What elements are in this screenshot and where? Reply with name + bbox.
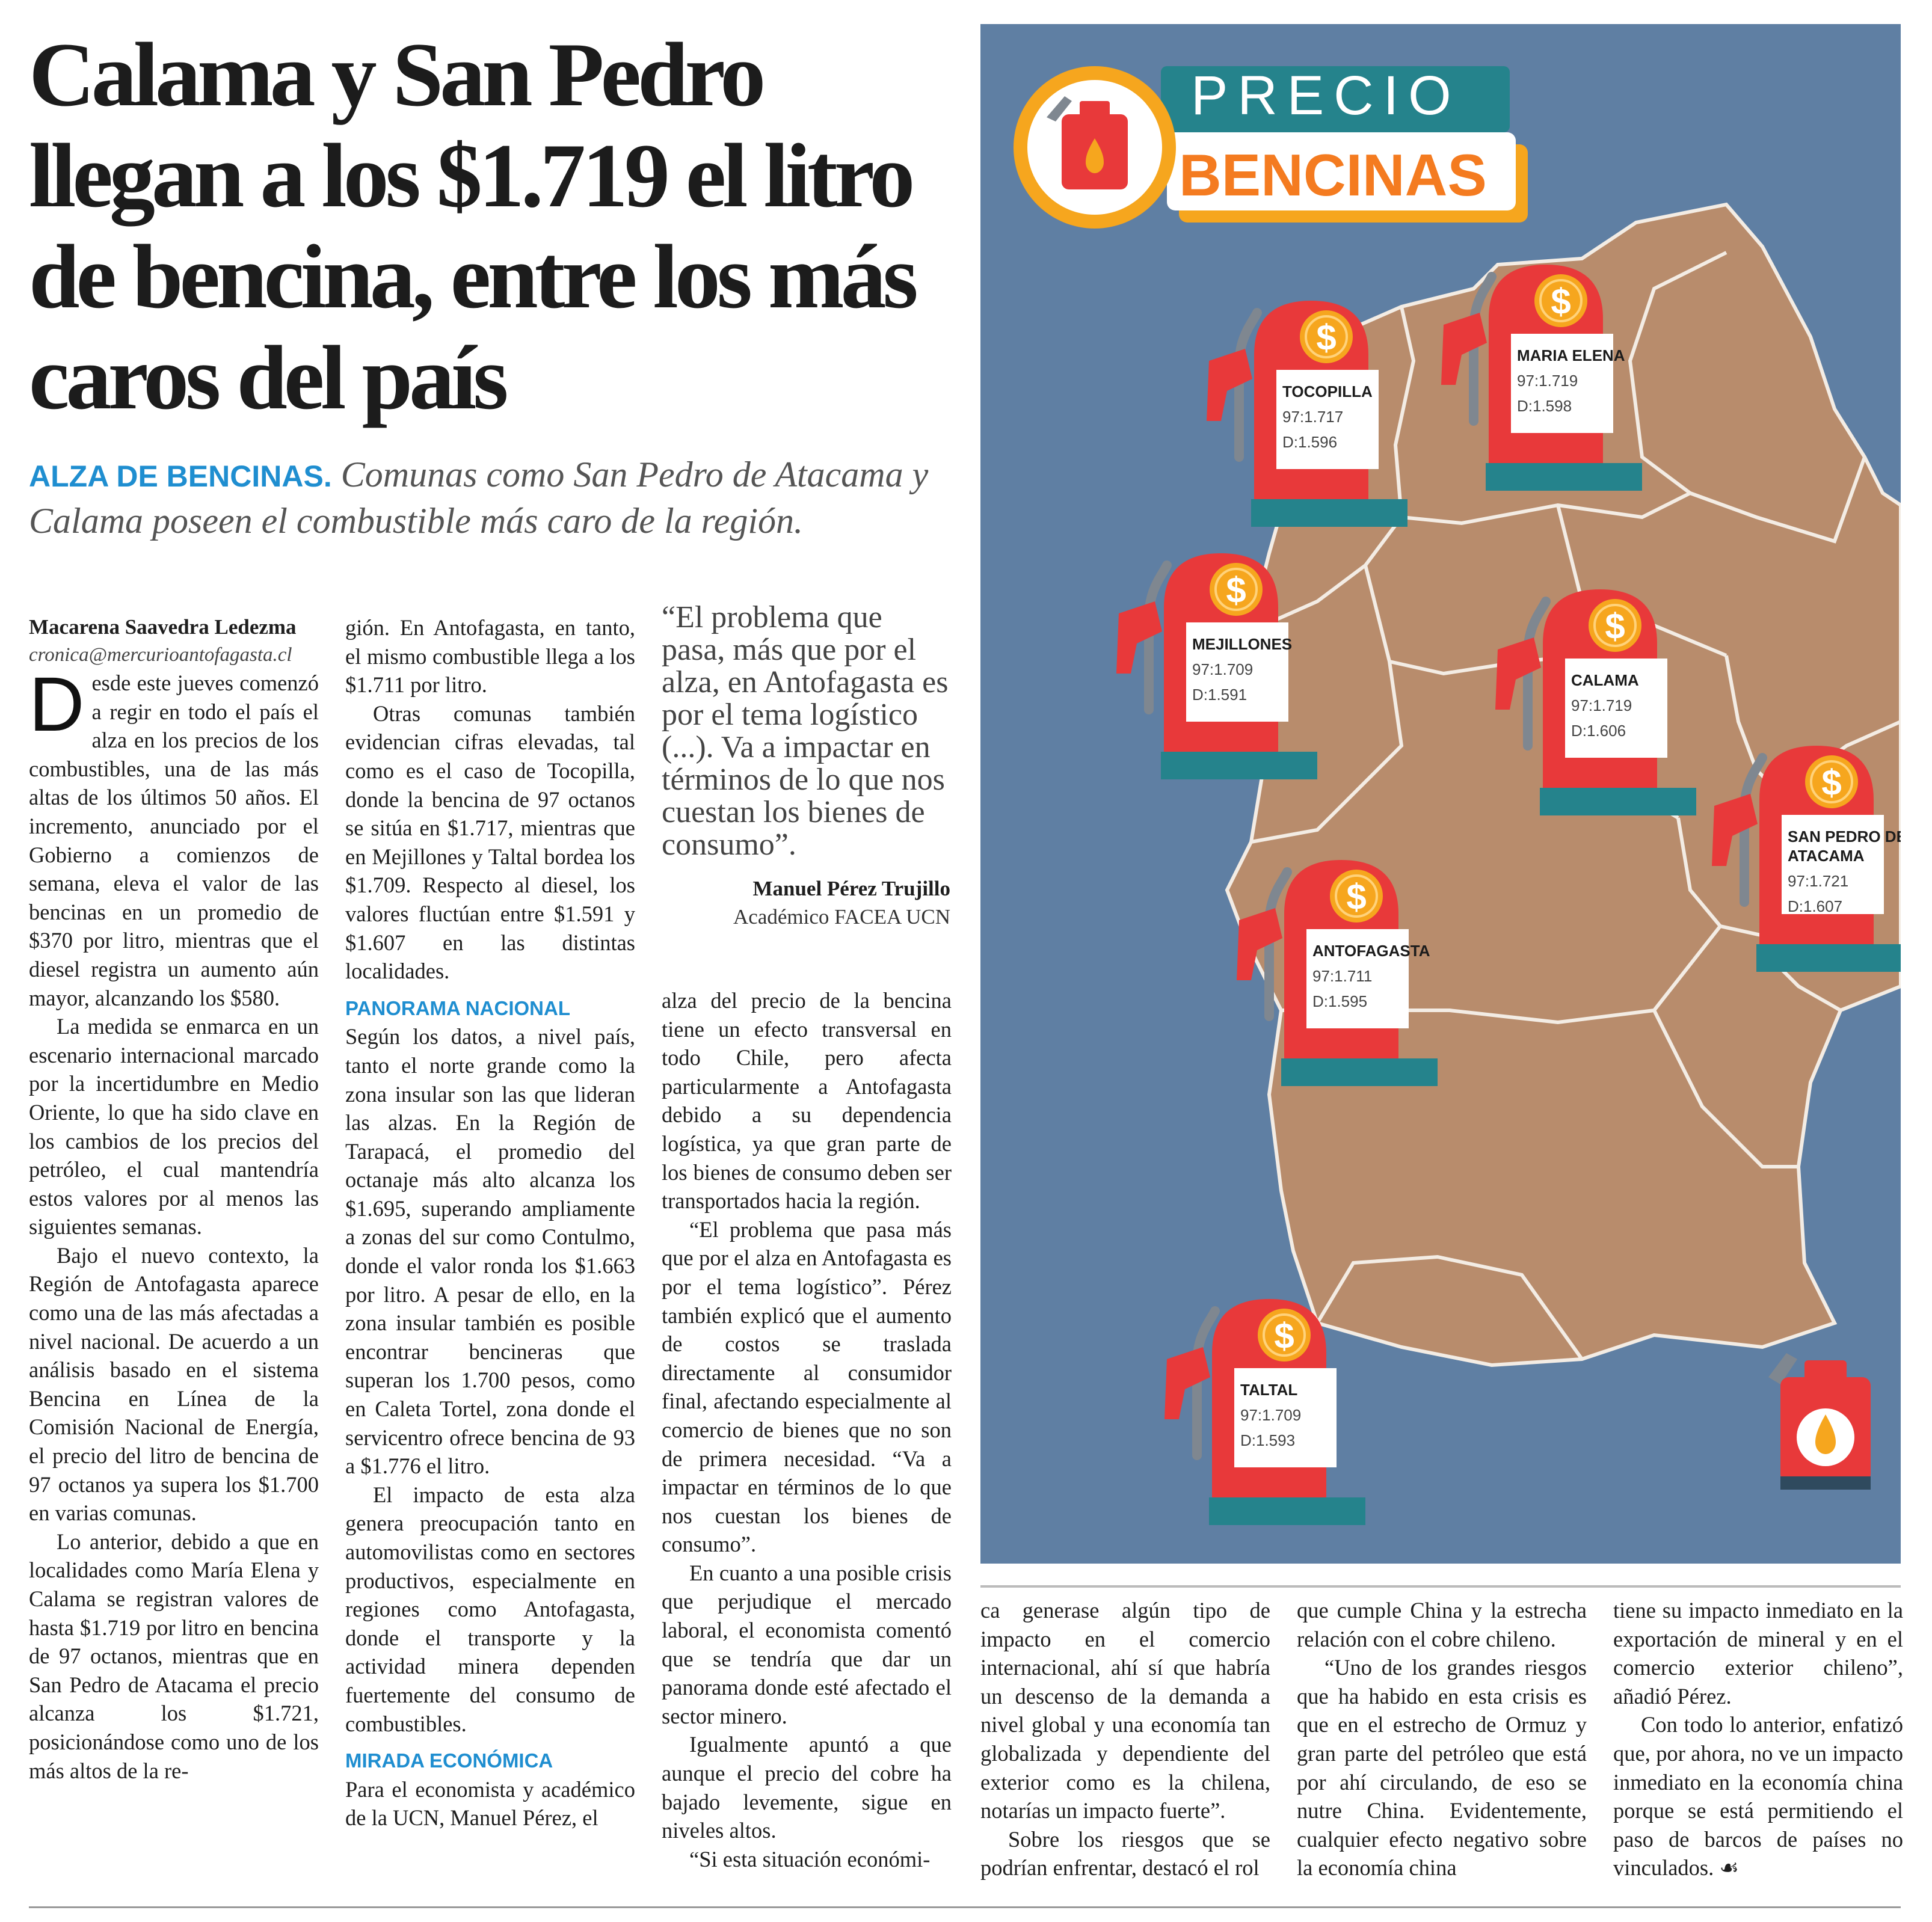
dollar-icon: $	[1226, 570, 1246, 610]
dropcap: D	[29, 662, 85, 748]
paragraph: La medida se enmarca en un escenario internacional marcado por la incertidumbre en Medio Oriente, lo que ha sido clave en los cambios de los precios del petróleo, el cual mantendría estos valores por al menos las siguientes semanas.	[29, 1014, 319, 1239]
column-3	[662, 986, 952, 1873]
pump-name: CALAMA	[1571, 671, 1639, 689]
divider-rule	[980, 1585, 1901, 1588]
pump-base	[1756, 944, 1901, 972]
subhead-panorama: PANORAMA NACIONAL	[345, 996, 570, 1019]
paragraph: El impacto de esta alza genera preocupación tanto en automovilistas como en sectores productivos, especialmente en regiones como Antofagasta, donde el transporte y la actividad minera dependen fuertemente del consumo de combustibles.	[345, 1482, 635, 1736]
pump-name-line2: ATACAMA	[1788, 847, 1865, 865]
paragraph: que cumple China y la estrecha relación con el cobre chileno.	[1297, 1598, 1587, 1651]
price-97: 97:1.721	[1788, 872, 1849, 890]
pump-base	[1209, 1497, 1365, 1525]
dollar-icon: $	[1551, 281, 1571, 322]
paragraph: tiene su impacto inmediato en la exportación de mineral y en el comercio exterior chileno”, añadió Pérez.	[1613, 1598, 1903, 1709]
pull-quote-role: Académico FACEA UCN	[733, 905, 950, 929]
price-diesel: D:1.593	[1240, 1431, 1296, 1449]
column-2	[345, 613, 635, 1832]
byline-email[interactable]: cronica@mercurioantofagasta.cl	[29, 644, 292, 666]
pump-base	[1161, 752, 1317, 779]
pump-name: MEJILLONES	[1192, 635, 1293, 653]
column-1	[29, 613, 319, 1785]
dollar-icon: $	[1821, 763, 1842, 803]
price-97: 97:1.719	[1517, 372, 1578, 390]
dollar-icon: $	[1316, 318, 1337, 358]
paragraph: Otras comunas también evidencian cifras elevadas, tal como es el caso de Tocopilla, donde la bencina de 97 octanos se sitúa en $1.717, mientras que en Mejillones y Taltal bordea los $1.709. Respecto al diesel, los valores fluctúan entre $1.591 y $1.607 en las distintas localidades.	[345, 701, 635, 984]
map-svg	[980, 24, 1901, 1564]
paragraph: “Uno de los grandes riesgos que ha habido en esta crisis es que en el estrecho de Ormuz y gran parte del petróleo que está por ahí circulando, de eso se nutre China. Evidentemente, cualquier efecto negativo sobre la economía china	[1297, 1655, 1587, 1881]
pump-name: ANTOFAGASTA	[1312, 942, 1430, 960]
footer-rule	[29, 1906, 1901, 1908]
lead	[29, 452, 955, 543]
paragraph-text: Con todo lo anterior, enfatizó que, por ahora, no ve un impacto inmediato en la economía china porque se está permitiendo el paso de barcos de países no vinculados.	[1613, 1712, 1903, 1881]
paragraph: Sobre los riesgos que se podrían enfrentar, destacó el rol	[980, 1826, 1270, 1881]
paragraph: En cuanto a una posible crisis que perjudique el mercado laboral, el economista comentó que se tendría que dar un panorama donde esté afectado el sector minero.	[662, 1560, 952, 1728]
paragraph: “Si esta situación económi-	[689, 1846, 931, 1871]
column-4	[980, 1596, 1270, 1882]
title-banner	[1014, 65, 1528, 229]
headline: Calama y San Pedro llegan a los $1.719 el litro de bencina, entre los más caros del país	[29, 24, 915, 428]
pump-name: SAN PEDRO DE	[1788, 827, 1901, 846]
paragraph: “El problema que pasa más que por el alza en Antofagasta es por el tema logístico”. Pérez también explicó que el aumento de costos se traslada directamente al consumidor final, afectando especialmente al comercio de bienes que no son de primera necesidad. “Va a impactar en términos de lo que nos cuestan los bienes de consumo”.	[662, 1217, 952, 1557]
pump-name: TALTAL	[1240, 1381, 1298, 1399]
price-diesel: D:1.607	[1788, 897, 1843, 915]
lead-kicker: ALZA DE BENCINAS.	[29, 459, 332, 493]
paragraph-text: esde este jueves comenzó a regir en todo el país el alza en los precios de los combustibles, una de las más altas de los últimos 50 años. El incremento, anunciado por el Gobierno a comienzos de semana, eleva el valor de las bencinas en un promedio de $370 por litro, mientras que el diesel registra un aumento aún mayor, alcanzando los $580.	[29, 671, 319, 1010]
pump-base	[1281, 1058, 1438, 1086]
price-diesel: D:1.595	[1312, 992, 1368, 1010]
lead-deck: Comunas como San Pedro de Atacama y Calama poseen el combustible más caro de la región.	[29, 455, 929, 541]
pump-name: MARIA ELENA	[1517, 346, 1625, 364]
column-5	[1297, 1596, 1587, 1882]
paragraph: Para el economista y académico de la UCN, Manuel Pérez, el	[345, 1776, 635, 1831]
pull-quote: “El problema que pasa, más que por el alza, en Antofagasta es por el tema logístico (...). Va a impactar en términos de lo que nos cuestan los bienes de consumo”.	[662, 600, 949, 862]
paragraph	[1613, 1710, 1903, 1882]
pump-name: TOCOPILLA	[1282, 382, 1373, 401]
price-97: 97:1.717	[1282, 408, 1344, 426]
price-diesel: D:1.606	[1571, 722, 1626, 740]
price-97: 97:1.709	[1240, 1406, 1302, 1424]
pump-base	[1486, 463, 1642, 491]
paragraph: Igualmente apuntó a que aunque el precio del cobre ha bajado levemente, sigue en niveles altos.	[662, 1732, 952, 1843]
price-diesel: D:1.598	[1517, 397, 1572, 415]
column-6	[1613, 1596, 1903, 1882]
price-diesel: D:1.596	[1282, 433, 1338, 451]
title-bottom: BENCINAS	[1179, 142, 1487, 208]
paragraph: gión. En Antofagasta, en tanto, el mismo combustible llega a los $1.711 por litro.	[345, 615, 635, 698]
paragraph	[29, 662, 319, 1012]
price-97: 97:1.709	[1192, 660, 1254, 678]
paragraph: Bajo el nuevo contexto, la Región de Antofagasta aparece como una de las más afectadas a nivel nacional. De acuerdo a un análisis basado en el sistema Bencina en Línea de la Comisión Nacional de Energía, el precio del litro de bencina de 97 octanos ya supera los $1.700 en varias comunas.	[29, 1242, 319, 1526]
pump-base	[1251, 499, 1407, 527]
paragraph: alza del precio de la bencina tiene un efecto transversal en todo Chile, pero afecta particularmente a Antofagasta debido a su dependencia logística, ya que gran parte de los bienes de consumo deben ser transportados hacia la región.	[662, 988, 952, 1214]
title-top: PRECIO	[1191, 65, 1461, 126]
end-mark: ☙	[1719, 1855, 1740, 1881]
pump-base	[1540, 788, 1696, 815]
dollar-icon: $	[1605, 606, 1625, 646]
dollar-icon: $	[1274, 1316, 1294, 1356]
paragraph: Lo anterior, debido a que en localidades como María Elena y Calama se registran valores de hasta $1.719 por litro en bencina de 97 octanos, mientras que en San Pedro de Atacama el precio alcanza los $1.721, posicionándose como uno de los más altos de la re-	[29, 1529, 319, 1783]
price-97: 97:1.711	[1312, 967, 1373, 985]
paragraph: ca generase algún tipo de impacto en el comercio internacional, ahí sí que habría un descenso de la demanda a nivel global y una economía tan globalizada y dependiente del exterior como es la chilena, notarías un impacto fuerte”.	[980, 1598, 1270, 1823]
price-diesel: D:1.591	[1192, 686, 1247, 704]
subhead-mirada: MIRADA ECONÓMICA	[345, 1749, 553, 1772]
dollar-icon: $	[1346, 877, 1367, 917]
price-97: 97:1.719	[1571, 696, 1632, 714]
byline-author: Macarena Saavedra Ledezma	[29, 615, 297, 639]
pull-quote-author: Manuel Pérez Trujillo	[752, 877, 950, 900]
fuel-price-map-graphic	[980, 24, 1901, 1564]
paragraph: Según los datos, a nivel país, tanto el norte grande como la zona insular son las que lideran las alzas. En la Región de Tarapacá, el promedio del octanaje más alto alcanza los $1.695, superando ampliamente a zonas del sur como Contulmo, donde el valor ronda los $1.663 por litro. A pesar de ello, en la zona insular también es posible encontrar bencineras que superan los 1.700 pesos, como en Caleta Tortel, zona donde el servicentro ofrece bencina de 93 a $1.776 el litro.	[345, 1024, 635, 1479]
